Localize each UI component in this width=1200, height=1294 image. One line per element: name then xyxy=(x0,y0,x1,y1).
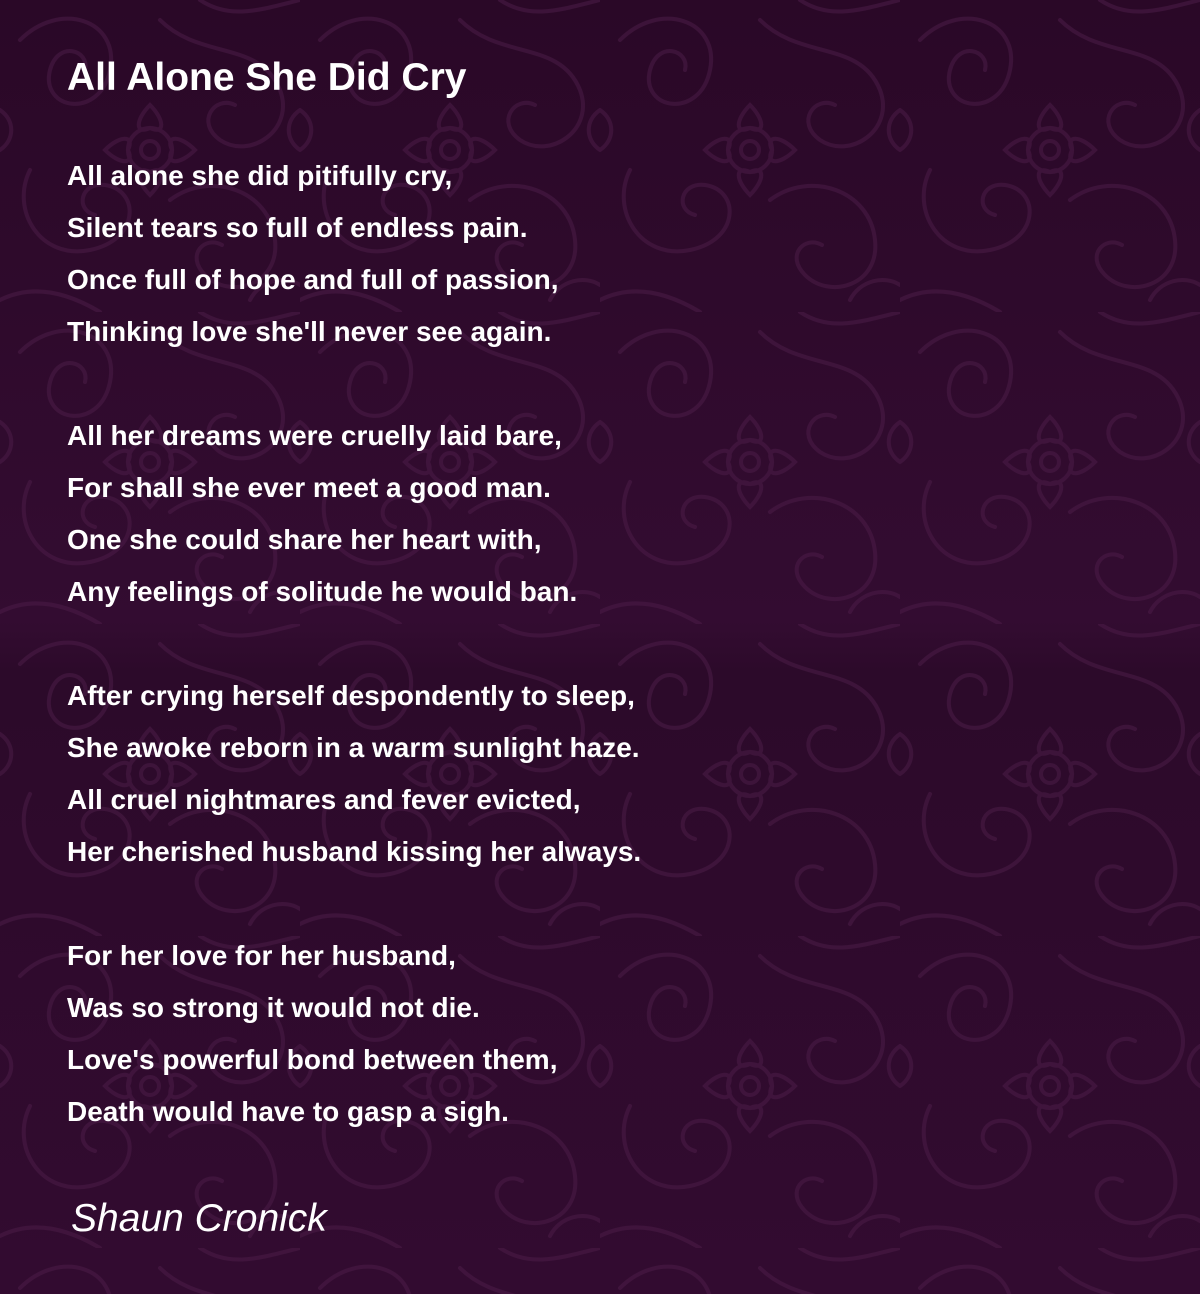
poem-line: Silent tears so full of endless pain. xyxy=(67,212,528,243)
poem-line: Thinking love she'll never see again. xyxy=(67,316,552,347)
poem-author: Shaun Cronick xyxy=(71,1197,327,1240)
stanza-1 xyxy=(67,150,1167,358)
poem-body xyxy=(67,150,1167,1190)
poem-line: All alone she did pitifully cry, xyxy=(67,160,453,191)
poem-line: Was so strong it would not die. xyxy=(67,992,480,1023)
stanza-3 xyxy=(67,670,1167,878)
poem-line: For her love for her husband, xyxy=(67,940,456,971)
poem-line: One she could share her heart with, xyxy=(67,524,542,555)
poem-line: She awoke reborn in a warm sunlight haze. xyxy=(67,732,640,763)
poem-line: All cruel nightmares and fever evicted, xyxy=(67,784,581,815)
poem-line: Once full of hope and full of passion, xyxy=(67,264,559,295)
stanza-4 xyxy=(67,930,1167,1138)
poem-line: Love's powerful bond between them, xyxy=(67,1044,558,1075)
poem-title: All Alone She Did Cry xyxy=(67,56,467,99)
poem-line: For shall she ever meet a good man. xyxy=(67,472,551,503)
poem-line: After crying herself despondently to sleep, xyxy=(67,680,635,711)
poem-line: Any feelings of solitude he would ban. xyxy=(67,576,578,607)
stanza-2 xyxy=(67,410,1167,618)
poem-line: Death would have to gasp a sigh. xyxy=(67,1096,509,1127)
poem-line: All her dreams were cruelly laid bare, xyxy=(67,420,562,451)
poem-line: Her cherished husband kissing her always. xyxy=(67,836,642,867)
